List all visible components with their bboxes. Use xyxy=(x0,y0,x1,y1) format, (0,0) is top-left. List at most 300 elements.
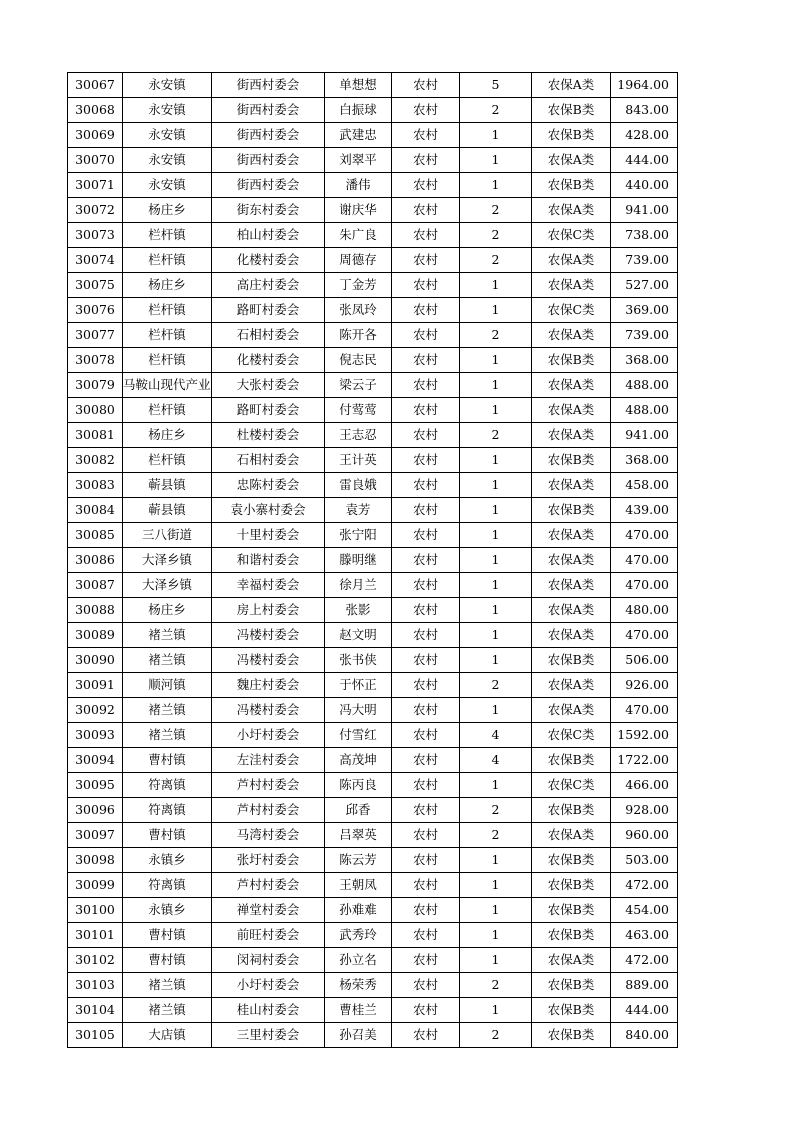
cell-village-committee: 芦村村委会 xyxy=(212,873,325,898)
table-row xyxy=(68,448,678,473)
cell-person-name: 武秀玲 xyxy=(325,923,392,948)
cell-town: 顺河镇 xyxy=(123,673,212,698)
table-row xyxy=(68,223,678,248)
cell-village-committee: 街西村委会 xyxy=(212,98,325,123)
cell-amount: 739.00 xyxy=(611,323,678,348)
cell-insurance-category: 农保A类 xyxy=(532,148,611,173)
cell-area-type: 农村 xyxy=(392,1023,460,1048)
table-row xyxy=(68,98,678,123)
cell-area-type: 农村 xyxy=(392,748,460,773)
cell-village-committee: 冯楼村委会 xyxy=(212,648,325,673)
cell-amount: 472.00 xyxy=(611,873,678,898)
table-row xyxy=(68,998,678,1023)
cell-household-count: 1 xyxy=(460,773,532,798)
table-row xyxy=(68,298,678,323)
table-row xyxy=(68,548,678,573)
cell-town: 栏杆镇 xyxy=(123,298,212,323)
cell-record-id: 30094 xyxy=(68,748,123,773)
cell-household-count: 1 xyxy=(460,373,532,398)
cell-insurance-category: 农保B类 xyxy=(532,748,611,773)
cell-town: 蕲县镇 xyxy=(123,498,212,523)
cell-village-committee: 桂山村委会 xyxy=(212,998,325,1023)
cell-amount: 458.00 xyxy=(611,473,678,498)
cell-amount: 889.00 xyxy=(611,973,678,998)
cell-village-committee: 柏山村委会 xyxy=(212,223,325,248)
cell-record-id: 30090 xyxy=(68,648,123,673)
cell-person-name: 赵文明 xyxy=(325,623,392,648)
cell-amount: 488.00 xyxy=(611,398,678,423)
cell-town: 褚兰镇 xyxy=(123,623,212,648)
table-row xyxy=(68,248,678,273)
cell-area-type: 农村 xyxy=(392,523,460,548)
cell-household-count: 1 xyxy=(460,298,532,323)
cell-area-type: 农村 xyxy=(392,873,460,898)
cell-area-type: 农村 xyxy=(392,498,460,523)
cell-area-type: 农村 xyxy=(392,448,460,473)
cell-town: 三八街道 xyxy=(123,523,212,548)
cell-area-type: 农村 xyxy=(392,723,460,748)
cell-amount: 506.00 xyxy=(611,648,678,673)
cell-town: 符离镇 xyxy=(123,798,212,823)
cell-village-committee: 前旺村委会 xyxy=(212,923,325,948)
cell-town: 栏杆镇 xyxy=(123,448,212,473)
cell-person-name: 付雪红 xyxy=(325,723,392,748)
cell-town: 永安镇 xyxy=(123,123,212,148)
cell-household-count: 2 xyxy=(460,248,532,273)
cell-record-id: 30072 xyxy=(68,198,123,223)
cell-person-name: 张凤玲 xyxy=(325,298,392,323)
cell-insurance-category: 农保A类 xyxy=(532,948,611,973)
cell-insurance-category: 农保A类 xyxy=(532,623,611,648)
cell-household-count: 2 xyxy=(460,673,532,698)
cell-household-count: 2 xyxy=(460,198,532,223)
cell-person-name: 张书侠 xyxy=(325,648,392,673)
cell-record-id: 30079 xyxy=(68,373,123,398)
cell-person-name: 梁云子 xyxy=(325,373,392,398)
cell-village-committee: 幸福村委会 xyxy=(212,573,325,598)
cell-village-committee: 大张村委会 xyxy=(212,373,325,398)
cell-record-id: 30098 xyxy=(68,848,123,873)
cell-person-name: 潘伟 xyxy=(325,173,392,198)
cell-amount: 843.00 xyxy=(611,98,678,123)
cell-village-committee: 三里村委会 xyxy=(212,1023,325,1048)
roster-body xyxy=(68,73,678,1048)
cell-record-id: 30078 xyxy=(68,348,123,373)
cell-person-name: 陈云芳 xyxy=(325,848,392,873)
cell-insurance-category: 农保B类 xyxy=(532,848,611,873)
cell-amount: 941.00 xyxy=(611,423,678,448)
cell-amount: 454.00 xyxy=(611,898,678,923)
cell-insurance-category: 农保A类 xyxy=(532,398,611,423)
cell-insurance-category: 农保C类 xyxy=(532,298,611,323)
table-row xyxy=(68,798,678,823)
cell-amount: 840.00 xyxy=(611,1023,678,1048)
cell-village-committee: 石相村委会 xyxy=(212,448,325,473)
cell-person-name: 邱香 xyxy=(325,798,392,823)
cell-person-name: 袁芳 xyxy=(325,498,392,523)
cell-village-committee: 高庄村委会 xyxy=(212,273,325,298)
cell-person-name: 曹桂兰 xyxy=(325,998,392,1023)
cell-town: 曹村镇 xyxy=(123,748,212,773)
cell-insurance-category: 农保B类 xyxy=(532,173,611,198)
cell-area-type: 农村 xyxy=(392,823,460,848)
table-row xyxy=(68,423,678,448)
cell-amount: 369.00 xyxy=(611,298,678,323)
cell-household-count: 1 xyxy=(460,148,532,173)
cell-area-type: 农村 xyxy=(392,398,460,423)
cell-record-id: 30095 xyxy=(68,773,123,798)
cell-household-count: 1 xyxy=(460,873,532,898)
cell-household-count: 2 xyxy=(460,223,532,248)
cell-insurance-category: 农保A类 xyxy=(532,548,611,573)
cell-area-type: 农村 xyxy=(392,123,460,148)
cell-record-id: 30081 xyxy=(68,423,123,448)
cell-area-type: 农村 xyxy=(392,898,460,923)
table-row xyxy=(68,873,678,898)
cell-village-committee: 禅堂村委会 xyxy=(212,898,325,923)
cell-person-name: 冯大明 xyxy=(325,698,392,723)
cell-village-committee: 石相村委会 xyxy=(212,323,325,348)
table-row xyxy=(68,73,678,98)
cell-record-id: 30093 xyxy=(68,723,123,748)
table-row xyxy=(68,1023,678,1048)
cell-household-count: 2 xyxy=(460,423,532,448)
cell-town: 符离镇 xyxy=(123,773,212,798)
cell-record-id: 30074 xyxy=(68,248,123,273)
cell-household-count: 5 xyxy=(460,73,532,98)
cell-record-id: 30100 xyxy=(68,898,123,923)
cell-household-count: 1 xyxy=(460,348,532,373)
cell-area-type: 农村 xyxy=(392,273,460,298)
table-row xyxy=(68,673,678,698)
cell-area-type: 农村 xyxy=(392,673,460,698)
cell-town: 褚兰镇 xyxy=(123,723,212,748)
cell-household-count: 4 xyxy=(460,723,532,748)
cell-household-count: 1 xyxy=(460,498,532,523)
cell-person-name: 陈丙良 xyxy=(325,773,392,798)
cell-person-name: 丁金芳 xyxy=(325,273,392,298)
cell-person-name: 刘翠平 xyxy=(325,148,392,173)
cell-record-id: 30101 xyxy=(68,923,123,948)
cell-insurance-category: 农保B类 xyxy=(532,923,611,948)
table-row xyxy=(68,498,678,523)
cell-record-id: 30077 xyxy=(68,323,123,348)
cell-household-count: 1 xyxy=(460,698,532,723)
cell-insurance-category: 农保A类 xyxy=(532,698,611,723)
cell-household-count: 1 xyxy=(460,573,532,598)
cell-record-id: 30069 xyxy=(68,123,123,148)
cell-insurance-category: 农保A类 xyxy=(532,523,611,548)
table-row xyxy=(68,348,678,373)
cell-household-count: 4 xyxy=(460,748,532,773)
cell-person-name: 付莺莺 xyxy=(325,398,392,423)
cell-town: 曹村镇 xyxy=(123,823,212,848)
cell-record-id: 30086 xyxy=(68,548,123,573)
cell-village-committee: 芦村村委会 xyxy=(212,798,325,823)
cell-town: 褚兰镇 xyxy=(123,998,212,1023)
cell-insurance-category: 农保B类 xyxy=(532,448,611,473)
cell-town: 杨庄乡 xyxy=(123,423,212,448)
cell-village-committee: 房上村委会 xyxy=(212,598,325,623)
cell-amount: 444.00 xyxy=(611,148,678,173)
cell-amount: 470.00 xyxy=(611,698,678,723)
cell-insurance-category: 农保A类 xyxy=(532,423,611,448)
cell-insurance-category: 农保A类 xyxy=(532,473,611,498)
cell-insurance-category: 农保B类 xyxy=(532,873,611,898)
table-row xyxy=(68,373,678,398)
cell-amount: 527.00 xyxy=(611,273,678,298)
cell-record-id: 30083 xyxy=(68,473,123,498)
cell-area-type: 农村 xyxy=(392,348,460,373)
cell-town: 符离镇 xyxy=(123,873,212,898)
cell-town: 褚兰镇 xyxy=(123,648,212,673)
cell-insurance-category: 农保A类 xyxy=(532,573,611,598)
cell-record-id: 30096 xyxy=(68,798,123,823)
cell-person-name: 朱广良 xyxy=(325,223,392,248)
cell-town: 蕲县镇 xyxy=(123,473,212,498)
cell-village-committee: 和谐村委会 xyxy=(212,548,325,573)
cell-record-id: 30097 xyxy=(68,823,123,848)
cell-record-id: 30076 xyxy=(68,298,123,323)
table-row xyxy=(68,173,678,198)
cell-insurance-category: 农保C类 xyxy=(532,223,611,248)
cell-area-type: 农村 xyxy=(392,948,460,973)
cell-village-committee: 路町村委会 xyxy=(212,398,325,423)
table-row xyxy=(68,598,678,623)
cell-town: 栏杆镇 xyxy=(123,223,212,248)
cell-household-count: 1 xyxy=(460,623,532,648)
cell-area-type: 农村 xyxy=(392,248,460,273)
table-row xyxy=(68,123,678,148)
cell-person-name: 徐月兰 xyxy=(325,573,392,598)
cell-area-type: 农村 xyxy=(392,198,460,223)
cell-record-id: 30080 xyxy=(68,398,123,423)
cell-amount: 503.00 xyxy=(611,848,678,873)
cell-person-name: 武建忠 xyxy=(325,123,392,148)
cell-person-name: 周德存 xyxy=(325,248,392,273)
cell-insurance-category: 农保C类 xyxy=(532,723,611,748)
cell-village-committee: 张圩村委会 xyxy=(212,848,325,873)
cell-area-type: 农村 xyxy=(392,573,460,598)
cell-area-type: 农村 xyxy=(392,373,460,398)
cell-amount: 739.00 xyxy=(611,248,678,273)
cell-record-id: 30104 xyxy=(68,998,123,1023)
cell-record-id: 30067 xyxy=(68,73,123,98)
table-row xyxy=(68,323,678,348)
table-row xyxy=(68,398,678,423)
cell-person-name: 张宁阳 xyxy=(325,523,392,548)
cell-insurance-category: 农保B类 xyxy=(532,498,611,523)
cell-insurance-category: 农保B类 xyxy=(532,798,611,823)
cell-person-name: 单想想 xyxy=(325,73,392,98)
cell-household-count: 1 xyxy=(460,123,532,148)
cell-record-id: 30087 xyxy=(68,573,123,598)
cell-village-committee: 小圩村委会 xyxy=(212,973,325,998)
cell-person-name: 滕明继 xyxy=(325,548,392,573)
table-row xyxy=(68,923,678,948)
cell-amount: 444.00 xyxy=(611,998,678,1023)
cell-insurance-category: 农保B类 xyxy=(532,348,611,373)
cell-insurance-category: 农保B类 xyxy=(532,123,611,148)
cell-village-committee: 十里村委会 xyxy=(212,523,325,548)
table-row xyxy=(68,898,678,923)
cell-record-id: 30084 xyxy=(68,498,123,523)
cell-area-type: 农村 xyxy=(392,998,460,1023)
table-row xyxy=(68,273,678,298)
cell-town: 杨庄乡 xyxy=(123,598,212,623)
cell-household-count: 1 xyxy=(460,173,532,198)
cell-area-type: 农村 xyxy=(392,173,460,198)
cell-town: 马鞍山现代产业 xyxy=(123,373,212,398)
cell-insurance-category: 农保B类 xyxy=(532,898,611,923)
cell-area-type: 农村 xyxy=(392,598,460,623)
cell-person-name: 王计英 xyxy=(325,448,392,473)
cell-village-committee: 魏庄村委会 xyxy=(212,673,325,698)
cell-household-count: 1 xyxy=(460,523,532,548)
cell-person-name: 张影 xyxy=(325,598,392,623)
table-row xyxy=(68,148,678,173)
cell-insurance-category: 农保A类 xyxy=(532,598,611,623)
cell-town: 栏杆镇 xyxy=(123,248,212,273)
table-row xyxy=(68,573,678,598)
cell-insurance-category: 农保B类 xyxy=(532,648,611,673)
table-row xyxy=(68,723,678,748)
cell-record-id: 30088 xyxy=(68,598,123,623)
table-row xyxy=(68,948,678,973)
cell-insurance-category: 农保B类 xyxy=(532,973,611,998)
cell-amount: 470.00 xyxy=(611,523,678,548)
cell-household-count: 2 xyxy=(460,823,532,848)
table-row xyxy=(68,623,678,648)
cell-person-name: 杨荣秀 xyxy=(325,973,392,998)
cell-amount: 1964.00 xyxy=(611,73,678,98)
cell-record-id: 30075 xyxy=(68,273,123,298)
cell-insurance-category: 农保A类 xyxy=(532,823,611,848)
cell-area-type: 农村 xyxy=(392,223,460,248)
cell-area-type: 农村 xyxy=(392,298,460,323)
cell-household-count: 2 xyxy=(460,98,532,123)
cell-town: 大泽乡镇 xyxy=(123,548,212,573)
cell-amount: 463.00 xyxy=(611,923,678,948)
table-row xyxy=(68,198,678,223)
table-row xyxy=(68,748,678,773)
cell-area-type: 农村 xyxy=(392,323,460,348)
cell-person-name: 雷良娥 xyxy=(325,473,392,498)
cell-area-type: 农村 xyxy=(392,423,460,448)
table-row xyxy=(68,823,678,848)
cell-village-committee: 左洼村委会 xyxy=(212,748,325,773)
cell-village-committee: 忠陈村委会 xyxy=(212,473,325,498)
cell-record-id: 30105 xyxy=(68,1023,123,1048)
cell-amount: 368.00 xyxy=(611,448,678,473)
cell-village-committee: 芦村村委会 xyxy=(212,773,325,798)
cell-record-id: 30071 xyxy=(68,173,123,198)
cell-person-name: 于怀正 xyxy=(325,673,392,698)
cell-village-committee: 街西村委会 xyxy=(212,123,325,148)
cell-town: 杨庄乡 xyxy=(123,273,212,298)
cell-amount: 368.00 xyxy=(611,348,678,373)
cell-person-name: 倪志民 xyxy=(325,348,392,373)
cell-household-count: 1 xyxy=(460,448,532,473)
cell-person-name: 白振球 xyxy=(325,98,392,123)
cell-record-id: 30103 xyxy=(68,973,123,998)
cell-village-committee: 路町村委会 xyxy=(212,298,325,323)
cell-town: 永镇乡 xyxy=(123,898,212,923)
cell-amount: 470.00 xyxy=(611,548,678,573)
cell-record-id: 30099 xyxy=(68,873,123,898)
cell-person-name: 孙难难 xyxy=(325,898,392,923)
cell-person-name: 王朝凤 xyxy=(325,873,392,898)
cell-town: 曹村镇 xyxy=(123,948,212,973)
cell-village-committee: 闵祠村委会 xyxy=(212,948,325,973)
cell-amount: 439.00 xyxy=(611,498,678,523)
cell-household-count: 2 xyxy=(460,798,532,823)
cell-amount: 428.00 xyxy=(611,123,678,148)
cell-area-type: 农村 xyxy=(392,148,460,173)
cell-amount: 1592.00 xyxy=(611,723,678,748)
cell-area-type: 农村 xyxy=(392,798,460,823)
table-row xyxy=(68,973,678,998)
table-row xyxy=(68,648,678,673)
cell-insurance-category: 农保A类 xyxy=(532,273,611,298)
cell-person-name: 孙召美 xyxy=(325,1023,392,1048)
cell-household-count: 2 xyxy=(460,973,532,998)
table-row xyxy=(68,698,678,723)
cell-insurance-category: 农保A类 xyxy=(532,673,611,698)
cell-insurance-category: 农保A类 xyxy=(532,198,611,223)
cell-person-name: 孙立名 xyxy=(325,948,392,973)
cell-village-committee: 冯楼村委会 xyxy=(212,623,325,648)
cell-village-committee: 街西村委会 xyxy=(212,73,325,98)
cell-amount: 466.00 xyxy=(611,773,678,798)
cell-amount: 470.00 xyxy=(611,573,678,598)
cell-town: 栏杆镇 xyxy=(123,323,212,348)
cell-person-name: 谢庆华 xyxy=(325,198,392,223)
cell-village-committee: 街西村委会 xyxy=(212,148,325,173)
cell-village-committee: 杜楼村委会 xyxy=(212,423,325,448)
cell-person-name: 吕翠英 xyxy=(325,823,392,848)
cell-town: 栏杆镇 xyxy=(123,398,212,423)
cell-household-count: 1 xyxy=(460,548,532,573)
cell-insurance-category: 农保A类 xyxy=(532,248,611,273)
cell-amount: 941.00 xyxy=(611,198,678,223)
cell-town: 大泽乡镇 xyxy=(123,573,212,598)
cell-amount: 488.00 xyxy=(611,373,678,398)
cell-insurance-category: 农保A类 xyxy=(532,373,611,398)
cell-area-type: 农村 xyxy=(392,98,460,123)
cell-record-id: 30070 xyxy=(68,148,123,173)
table-row xyxy=(68,773,678,798)
cell-village-committee: 化楼村委会 xyxy=(212,348,325,373)
cell-area-type: 农村 xyxy=(392,548,460,573)
cell-town: 杨庄乡 xyxy=(123,198,212,223)
cell-insurance-category: 农保C类 xyxy=(532,773,611,798)
cell-village-committee: 街西村委会 xyxy=(212,173,325,198)
cell-town: 永镇乡 xyxy=(123,848,212,873)
cell-village-committee: 冯楼村委会 xyxy=(212,698,325,723)
table-row xyxy=(68,473,678,498)
cell-record-id: 30085 xyxy=(68,523,123,548)
cell-record-id: 30091 xyxy=(68,673,123,698)
cell-household-count: 1 xyxy=(460,598,532,623)
cell-area-type: 农村 xyxy=(392,973,460,998)
cell-household-count: 1 xyxy=(460,473,532,498)
cell-insurance-category: 农保B类 xyxy=(532,1023,611,1048)
cell-area-type: 农村 xyxy=(392,698,460,723)
cell-town: 永安镇 xyxy=(123,73,212,98)
cell-town: 永安镇 xyxy=(123,98,212,123)
cell-town: 褚兰镇 xyxy=(123,698,212,723)
